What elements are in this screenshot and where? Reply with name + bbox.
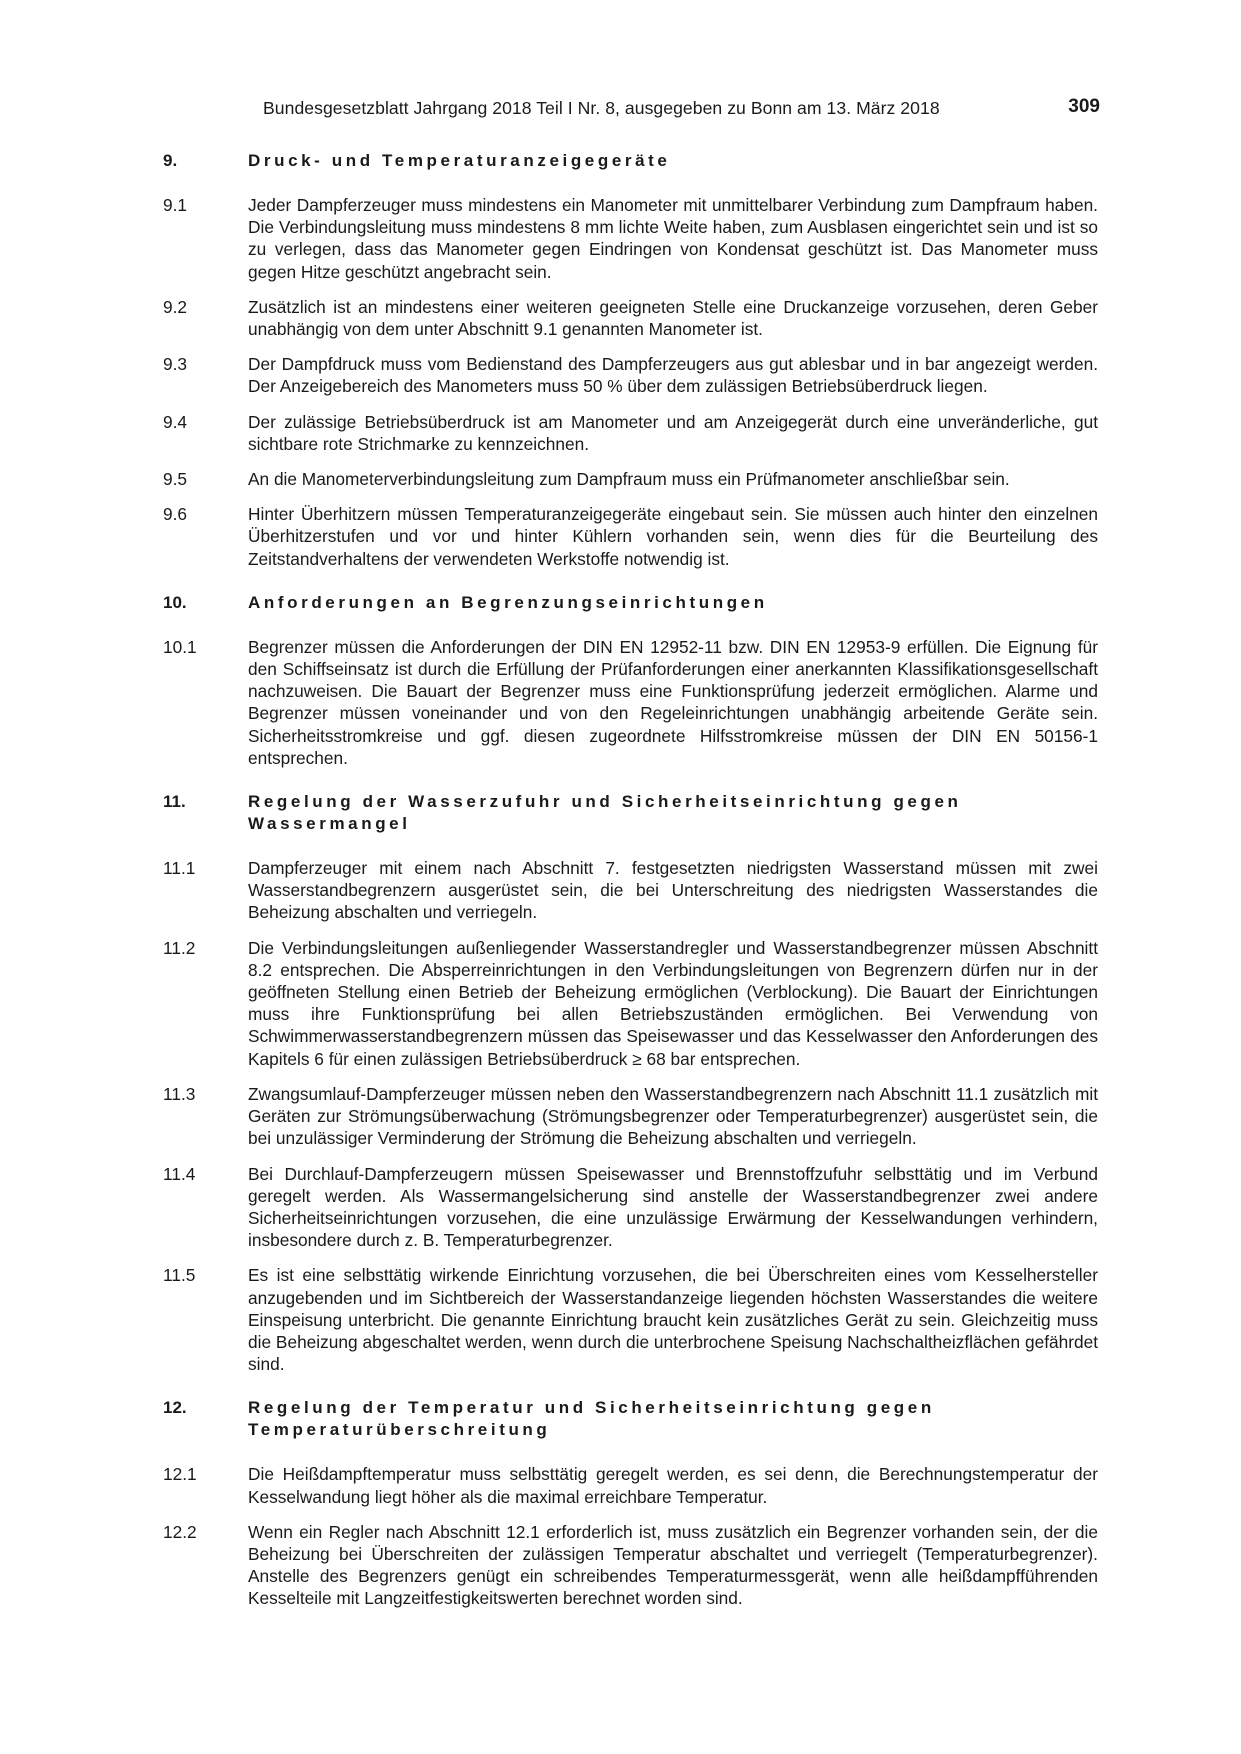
running-head: Bundesgesetzblatt Jahrgang 2018 Teil I Nr. 8, ausgegeben zu Bonn am 13. März 2018	[263, 98, 940, 118]
paragraph-number: 12.1	[163, 1464, 197, 1485]
paragraph-number: 9.6	[163, 504, 188, 525]
paragraph-text: Die Verbindungsleitungen außenliegender Wasserstandregler und Wasserstandbegrenzer müssen Abschnitt 8.2 entsprechen. Die Absperreinrichtungen in den Verbindungsleitungen von Begrenzern dürfen nur in der geöffneten Stellung einen Betrieb der Beheizung ermöglichen (Verblockung). Die Bauart der Einrichtungen muss ihre Funktionsprüfung bei allen Betriebszuständen ermöglichen. Bei Verwendung von Schwimmerwasserstandbegrenzern müssen das Speisewasser und das Kesselwasser den Anforderungen des Kapitels 6 für einen zulässigen Betriebsüberdruck ≥ 68 bar entsprechen.	[248, 937, 1098, 1069]
paragraph-text: Die Heißdampftemperatur muss selbsttätig geregelt werden, es sei denn, die Berechnungstemperatur der Kesselwandung liegt höher als die maximal erreichbare Temperatur.	[248, 1464, 1098, 1507]
paragraph-9-2	[163, 296, 1098, 340]
paragraph-number: 11.1	[163, 858, 196, 879]
section-title: Regelung der Temperatur und Sicherheitseinrichtung gegen Temperaturüberschreitung	[248, 1398, 935, 1440]
paragraph-text: Wenn ein Regler nach Abschnitt 12.1 erforderlich ist, muss zusätzlich ein Begrenzer vorhanden sein, der die Beheizung bei Überschreiten der zulässigen Temperatur abschaltet und verriegelt (Temperaturbegrenzer). Anstelle des Begrenzers genügt ein schreibendes Temperaturmessgerät, wenn alle heißdampfführenden Kesselteile mit Langzeitfestigkeitswerten berechnet worden sind.	[248, 1521, 1098, 1609]
paragraph-number: 11.2	[163, 937, 196, 958]
paragraph-number: 10.1	[163, 636, 197, 657]
section-title: Anforderungen an Begrenzungseinrichtungen	[248, 592, 768, 612]
paragraph-text: An die Manometerverbindungsleitung zum Dampfraum muss ein Prüfmanometer anschließbar sein.	[248, 469, 1010, 490]
paragraph-number: 9.3	[163, 354, 188, 375]
paragraph-text: Zusätzlich ist an mindestens einer weiteren geeigneten Stelle eine Druckanzeige vorzusehen, deren Geber unabhängig von dem unter Abschnitt 9.1 genannten Manometer ist.	[248, 296, 1098, 340]
paragraph-text: Der Dampfdruck muss vom Bedienstand des Dampferzeugers aus gut ablesbar und in bar angezeigt werden. Der Anzeigebereich des Manometers muss 50 % über dem zulässigen Betriebsüberdruck liegen.	[248, 354, 1098, 397]
paragraph-9-5	[163, 468, 1098, 490]
paragraph-11-3	[163, 1083, 1098, 1150]
section-number: 9.	[163, 151, 178, 170]
paragraph-12-1	[163, 1463, 1098, 1507]
paragraph-text: Zwangsumlauf-Dampferzeuger müssen neben den Wasserstandbegrenzern nach Abschnitt 11.1 zusätzlich mit Geräten zur Strömungsüberwachung (Strömungsbegrenzer oder Temperaturbegrenzer) ausgerüstet sein, die bei unzulässiger Verminderung der Strömung die Beheizung abschalten und verriegeln.	[248, 1083, 1098, 1149]
paragraph-number: 9.5	[163, 469, 188, 490]
section-heading-12	[163, 1397, 1098, 1441]
section-number: 10.	[163, 592, 187, 612]
paragraph-number: 11.3	[163, 1083, 196, 1104]
paragraph-number: 11.4	[163, 1163, 196, 1184]
paragraph-9-1	[163, 194, 1098, 283]
paragraph-9-6	[163, 503, 1098, 570]
section-number: 12.	[163, 1398, 187, 1418]
paragraph-text: Begrenzer müssen die Anforderungen der DIN EN 12952-11 bzw. DIN EN 12953-9 erfüllen. Die Eignung für den Schiffseinsatz ist durch die Erfüllung der Prüfanforderungen einer anerkannten Klassifikationsgesellschaft nachzuweisen. Die Bauart der Begrenzer muss eine Funktionsprüfung jederzeit ermöglichen. Alarme und Begrenzer müssen voneinander und von den Regeleinrichtungen unabhängig arbeitende Geräte sein. Sicherheitsstromkreise und ggf. diesen zugeordnete Hilfsstromkreise müssen der DIN EN 50156-1 entsprechen.	[248, 636, 1098, 768]
document-body	[163, 150, 1098, 1623]
paragraph-9-4	[163, 411, 1098, 455]
paragraph-text: Hinter Überhitzern müssen Temperaturanzeigegeräte eingebaut sein. Sie müssen auch hinter den einzelnen Überhitzerstufen und vor und hinter Kühlern vorhanden sein, wenn dies für die Beurteilung des Zeitstandverhaltens der verwendeten Werkstoffe notwendig ist.	[248, 504, 1098, 569]
paragraph-text: Es ist eine selbsttätig wirkende Einrichtung vorzusehen, die bei Überschreiten eines vom Kesselhersteller anzugebenden und im Sichtbereich der Wasserstandanzeige liegenden höchsten Wasserstandes die weitere Einspeisung unterbricht. Die genannte Einrichtung braucht kein zusätzliches Gerät zu sein. Gleichzeitig muss die Beheizung abgeschaltet werden, wenn durch die unterbrochene Speisung Nachschaltheizflächen gefährdet sind.	[248, 1265, 1098, 1375]
paragraph-11-2	[163, 937, 1098, 1070]
paragraph-9-3	[163, 353, 1098, 397]
section-heading-9	[163, 150, 1098, 172]
paragraph-11-5	[163, 1264, 1098, 1375]
paragraph-text: Der zulässige Betriebsüberdruck ist am Manometer und am Anzeigegerät durch eine unveränderliche, gut sichtbare rote Strichmarke zu kennzeichnen.	[248, 411, 1098, 454]
section-title: Regelung der Wasserzufuhr und Sicherheitseinrichtung gegen Wassermangel	[248, 792, 962, 834]
paragraph-number: 12.2	[163, 1521, 197, 1542]
paragraph-number: 9.2	[163, 296, 188, 317]
paragraph-11-1	[163, 857, 1098, 924]
paragraph-text: Jeder Dampferzeuger muss mindestens ein Manometer mit unmittelbarer Verbindung zum Dampfraum haben. Die Verbindungsleitung muss mindestens 8 mm lichte Weite haben, zum Ausblasen eingerichtet sein und ist so zu verlegen, dass das Manometer gegen Eindringen von Kondensat geschützt ist. Das Manometer muss gegen Hitze geschützt angebracht sein.	[248, 195, 1098, 282]
section-title: Druck- und Temperaturanzeigegeräte	[248, 151, 671, 170]
paragraph-11-4	[163, 1163, 1098, 1252]
paragraph-text: Dampferzeuger mit einem nach Abschnitt 7. festgesetzten niedrigsten Wasserstand müssen mit zwei Wasserstandbegrenzern ausgerüstet sein, die bei Unterschreitung des niedrigsten Wasserstandes die Beheizung abschalten und verriegeln.	[248, 858, 1098, 923]
paragraph-number: 9.1	[163, 195, 188, 215]
section-heading-10	[163, 592, 1098, 614]
paragraph-number: 11.5	[163, 1265, 196, 1286]
paragraph-text: Bei Durchlauf-Dampferzeugern müssen Speisewasser und Brennstoffzufuhr selbsttätig und im Verbund geregelt werden. Als Wassermangelsicherung sind anstelle der Wasserstandbegrenzer zwei andere Sicherheitseinrichtungen vorzusehen, die eine unzulässige Erwärmung der Kesselwandungen verhindern, insbesondere durch z. B. Temperaturbegrenzer.	[248, 1163, 1098, 1251]
paragraph-12-2	[163, 1521, 1098, 1610]
section-heading-11	[163, 791, 1098, 835]
section-number: 11.	[163, 792, 186, 812]
paragraph-number: 9.4	[163, 411, 188, 432]
page-number: 309	[1068, 96, 1100, 117]
paragraph-10-1	[163, 636, 1098, 769]
